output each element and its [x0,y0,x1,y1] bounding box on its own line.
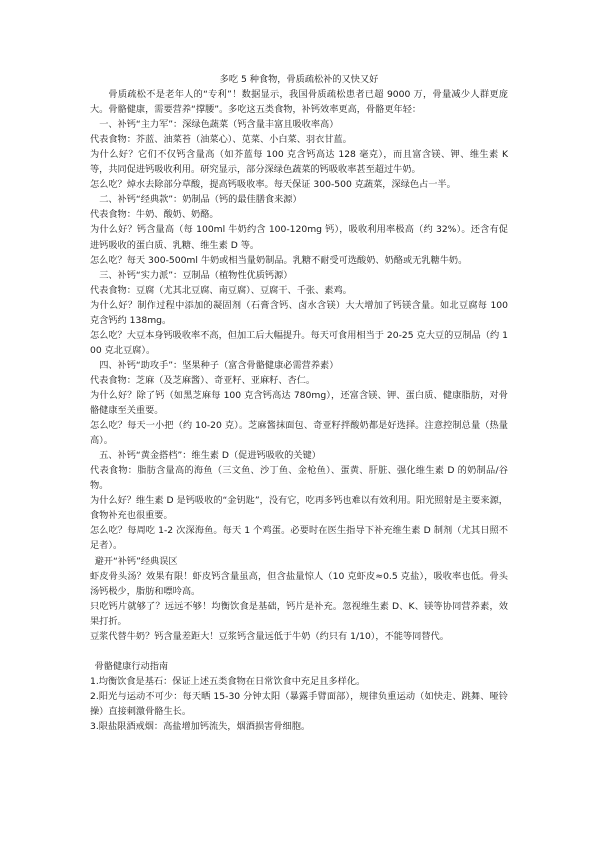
section-why: 为什么好？制作过程中添加的凝固剂（石膏含钙、卤水含镁）大大增加了钙镁含量。如北豆腐每 100 克含钙约 138mg。 [90,299,508,326]
guide-item: 1.均衡饮食是基石：保证上述五类食物在日常饮食中充足且多样化。 [90,675,366,687]
section-3 [90,268,508,358]
section-foods: 代表食物：脂肪含量高的海鱼（三文鱼、沙丁鱼、金枪鱼）、蛋黄、肝脏、强化维生素 D 的奶制品/谷物。 [90,465,508,492]
section-why: 为什么好？它们不仅钙含量高（如芥蓝每 100 克含钙高达 128 毫克），而且富含镁、钾、维生素 K 等，共同促进钙吸收利用。研究显示，部分深绿色蔬菜的钙吸收率甚至超过牛奶。 [90,149,508,176]
section-why: 为什么好？维生素 D 是钙吸收的“金钥匙”，没有它，吃再多钙也难以有效利用。阳光照射是主要来源，食物补充也很重要。 [90,495,508,522]
section-heading: 二、补钙“经典款”：奶制品（钙的最佳膳食来源） [99,194,302,206]
section-5 [90,448,508,553]
section-how: 怎么吃？每天 300-500ml 牛奶或相当量奶制品。乳糖不耐受可选酸奶、奶酪或无乳糖牛奶。 [90,254,468,266]
myth-item: 虾皮骨头汤？效果有限！虾皮钙含量虽高，但含盐量惊人（10 克虾皮≈0.5 克盐），吸收率也低。骨头汤钙极少，脂肪和嘌呤高。 [90,570,508,597]
section-foods: 代表食物：芝麻（及芝麻酱）、奇亚籽、亚麻籽、杏仁。 [90,374,316,386]
section-4 [90,358,508,448]
section-foods: 代表食物：豆腐（尤其北豆腐、南豆腐）、豆腐干、千张、素鸡。 [90,284,352,296]
guide-section [90,659,508,734]
guide-item: 2.阳光与运动不可少：每天晒 15-30 分钟太阳（暴露手臂面部），规律负重运动（如快走、跳舞、哑铃操）直接刺激骨骼生长。 [90,690,508,717]
myth-item: 豆浆代替牛奶？钙含量差距大！豆浆钙含量远低于牛奶（约只有 1/10），不能等同替代。 [90,630,449,642]
section-heading: 三、补钙“实力派”：豆制品（植物性优质钙源） [99,269,293,281]
section-why: 为什么好？钙含量高（每 100ml 牛奶约含 100-120mg 钙），吸收利用率极高（约 32%）。还含有促进钙吸收的蛋白质、乳糖、维生素 D 等。 [90,224,508,251]
section-why: 为什么好？除了钙（如黑芝麻每 100 克含钙高达 780mg），还富含镁、钾、蛋白质、健康脂肪，对骨骼健康至关重要。 [90,389,508,417]
section-how: 怎么吃？大豆本身钙吸收率不高，但加工后大幅提升。每天可食用相当于 20-25 克大豆的豆制品（约 100 克北豆腐）。 [90,329,508,356]
section-1 [90,117,508,192]
page-title: 多吃 5 种食物，骨质疏松补的又快又好 [219,74,379,85]
document-page [90,72,508,734]
section-how: 怎么吃？每天一小把（约 10-20 克）。芝麻酱抹面包、奇亚籽拌酸奶都是好选择。注意控制总量（热量高）。 [90,420,508,447]
myths-heading: 避开“补钙”经典误区 [94,555,178,567]
guide-heading: 骨骼健康行动指南 [94,660,169,672]
spacer [90,644,508,659]
myths-section [90,554,508,644]
myth-item: 只吃钙片就够了？远远不够！均衡饮食是基础，钙片是补充。忽视维生素 D、K、镁等协同营养素，效果打折。 [90,600,508,627]
intro-paragraph: 骨质疏松不是老年人的“专利”！数据显示，我国骨质疏松患者已超 9000 万，骨量减少人群更庞大。骨骼健康，需要营养“撑腰”。多吃这五类食物，补钙效率更高，骨骼更年轻： [90,89,508,116]
section-foods: 代表食物：牛奶、酸奶、奶酪。 [90,209,219,221]
section-how: 怎么吃？每周吃 1-2 次深海鱼。每天 1 个鸡蛋。必要时在医生指导下补充维生素 D 制剂（尤其日照不足者）。 [90,525,508,552]
section-foods: 代表食物：芥蓝、油菜苔（油菜心）、苋菜、小白菜、羽衣甘蓝。 [90,134,352,146]
section-heading: 四、补钙“助攻手”：坚果种子（富含骨骼健康必需营养素） [99,359,339,371]
section-heading: 一、补钙“主力军”：深绿色蔬菜（钙含量丰富且吸收率高） [99,119,339,131]
guide-item: 3.限盐限酒戒烟：高盐增加钙流失，烟酒损害骨细胞。 [90,720,311,732]
section-how: 怎么吃？焯水去除部分草酸，提高钙吸收率。每天保证 300-500 克蔬菜，深绿色占一半。 [90,179,456,191]
section-2 [90,192,508,267]
section-heading: 五、补钙“黄金搭档”：维生素 D（促进钙吸收的关键） [99,450,321,462]
